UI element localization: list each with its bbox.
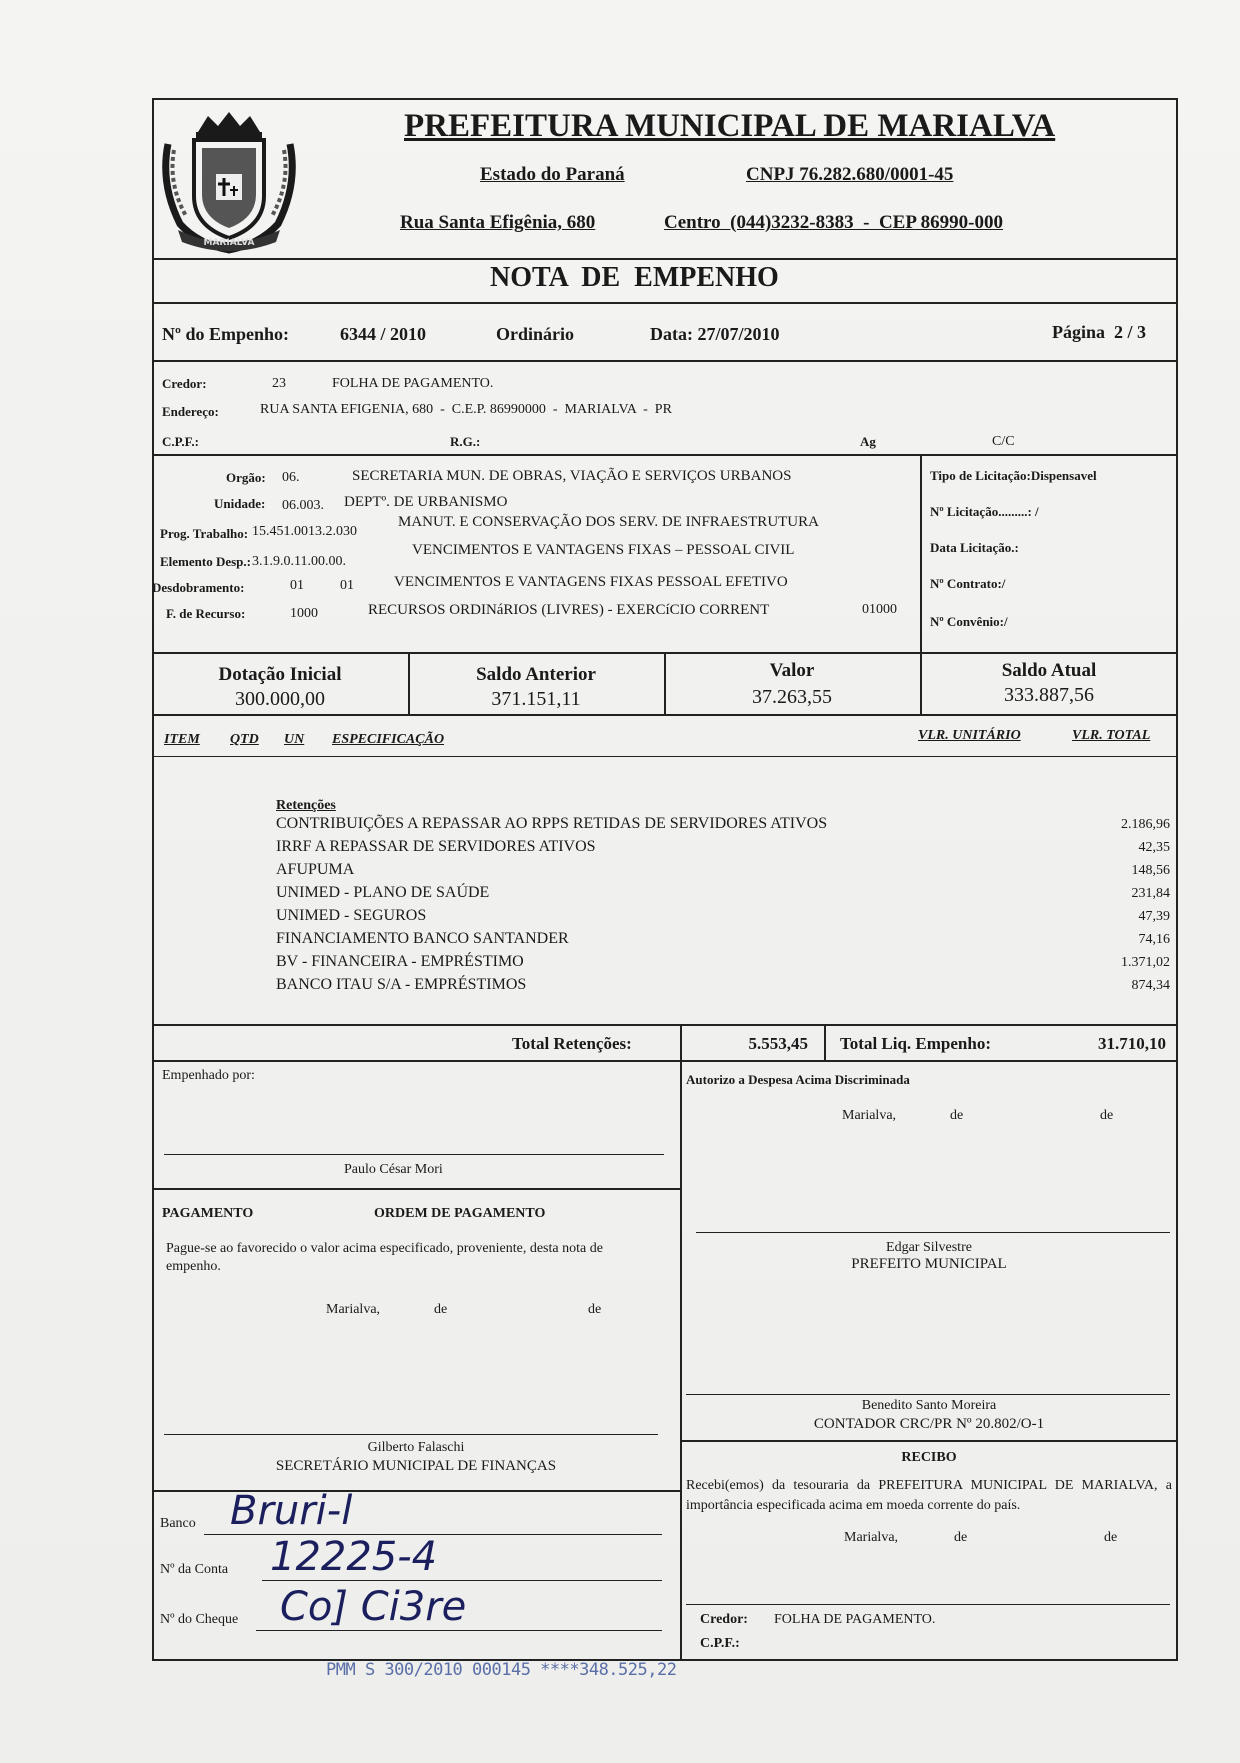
unidade-desc: DEPTº. DE URBANISMO bbox=[344, 494, 508, 510]
endereco-value: RUA SANTA EFIGENIA, 680 - C.E.P. 86990000 - MARIALVA - PR bbox=[260, 402, 672, 417]
contador-title: CONTADOR CRC/PR Nº 20.802/O-1 bbox=[813, 1416, 1045, 1432]
retencao-valor: 42,35 bbox=[1138, 840, 1170, 855]
elemento-label: Elemento Desp.: bbox=[160, 554, 251, 569]
valor-value: 37.263,55 bbox=[752, 686, 832, 708]
banco-label: Banco bbox=[160, 1516, 196, 1531]
col-item: ITEM bbox=[164, 732, 200, 747]
prog-trabalho-code: 15.451.0013.2.030 bbox=[252, 524, 357, 539]
desdobramento-b: 01 bbox=[340, 578, 354, 593]
recibo-local: Marialva, bbox=[844, 1530, 899, 1545]
endereco-label: Endereço: bbox=[162, 404, 219, 419]
prefeito-name: Edgar Silvestre bbox=[886, 1240, 972, 1255]
saldo-atual-value: 333.887,56 bbox=[1004, 684, 1094, 706]
retencao-desc: BANCO ITAU S/A - EMPRÉSTIMOS bbox=[276, 976, 527, 993]
prog-trabalho-desc: MANUT. E CONSERVAÇÃO DOS SERV. DE INFRAESTRUTURA bbox=[398, 514, 819, 530]
recibo-title: RECIBO bbox=[901, 1450, 957, 1465]
recibo-de-2: de bbox=[1104, 1530, 1118, 1545]
retencao-valor: 74,16 bbox=[1138, 932, 1170, 947]
credor-name: FOLHA DE PAGAMENTO. bbox=[332, 376, 494, 391]
col-especificacao: ESPECIFICAÇÃO bbox=[332, 732, 445, 747]
retencao-desc: FINANCIAMENTO BANCO SANTANDER bbox=[276, 930, 569, 947]
municipal-crest-logo bbox=[158, 104, 300, 256]
document-title: NOTA DE EMPENHO bbox=[490, 262, 779, 293]
data-licitacao: Data Licitação.: bbox=[930, 540, 1019, 555]
prog-trabalho-label: Prog. Trabalho: bbox=[160, 526, 249, 541]
cpf-label: C.P.F.: bbox=[162, 434, 199, 449]
recibo-cpf-label: C.P.F.: bbox=[700, 1636, 740, 1651]
contador-name: Benedito Santo Moreira bbox=[861, 1398, 997, 1413]
empenho-number: 6344 / 2010 bbox=[340, 324, 427, 344]
elemento-code: 3.1.9.0.11.00.00. bbox=[252, 554, 346, 569]
saldo-atual-label: Saldo Atual bbox=[1001, 660, 1097, 681]
retencao-valor: 47,39 bbox=[1138, 909, 1170, 924]
state-label: Estado do Paraná bbox=[480, 164, 625, 185]
unidade-label: Unidade: bbox=[214, 496, 266, 511]
recibo-credor-label: Credor: bbox=[700, 1612, 748, 1627]
ag-label: Ag bbox=[860, 434, 876, 449]
cheque-handwritten: Co] Ci3re bbox=[280, 1584, 467, 1630]
col-qtd: QTD bbox=[230, 732, 259, 747]
empenho-number-label: Nº do Empenho: bbox=[162, 324, 289, 344]
total-retencoes-value: 5.553,45 bbox=[748, 1034, 808, 1053]
cheque-label: Nº do Cheque bbox=[160, 1612, 239, 1627]
retencoes-title: Retenções bbox=[276, 798, 336, 813]
rg-label: R.G.: bbox=[450, 434, 481, 449]
retencao-desc: BV - FINANCEIRA - EMPRÉSTIMO bbox=[276, 953, 524, 970]
col-vlr-total: VLR. TOTAL bbox=[1072, 728, 1151, 743]
credor-label: Credor: bbox=[162, 376, 207, 391]
empenho-type: Ordinário bbox=[496, 324, 575, 344]
pagamento-de-1: de bbox=[434, 1302, 448, 1317]
conta-handwritten: 12225-4 bbox=[270, 1534, 438, 1580]
autorizo-local: Marialva, bbox=[842, 1108, 897, 1123]
prefeitura-title: PREFEITURA MUNICIPAL DE MARIALVA bbox=[404, 108, 1056, 144]
total-liq-empenho-label: Total Liq. Empenho: bbox=[840, 1034, 991, 1053]
desdobramento-a: 01 bbox=[290, 578, 304, 593]
pagamento-local: Marialva, bbox=[326, 1302, 381, 1317]
secretario-title: SECRETÁRIO MUNICIPAL DE FINANÇAS bbox=[275, 1458, 557, 1474]
retencao-desc: UNIMED - PLANO DE SAÚDE bbox=[276, 884, 490, 901]
recurso-desc: RECURSOS ORDINáRIOS (LIVRES) - EXERCíCIO CORRENT bbox=[368, 602, 770, 618]
cc-label: C/C bbox=[992, 434, 1015, 449]
retencao-valor: 1.371,02 bbox=[1121, 955, 1170, 970]
recibo-de-1: de bbox=[954, 1530, 968, 1545]
saldo-anterior-label: Saldo Anterior bbox=[476, 664, 596, 685]
elemento-desc: VENCIMENTOS E VANTAGENS FIXAS – PESSOAL CIVIL bbox=[412, 542, 795, 558]
ordem-pagamento-label: ORDEM DE PAGAMENTO bbox=[374, 1206, 546, 1221]
numero-convenio: Nº Convênio:/ bbox=[930, 614, 1008, 629]
dotacao-inicial-label: Dotação Inicial bbox=[218, 664, 342, 685]
empenho-date: Data: 27/07/2010 bbox=[650, 324, 780, 344]
saldo-anterior-value: 371.151,11 bbox=[491, 688, 581, 710]
pague-se-text: Pague-se ao favorecido o valor acima especificado, proveniente, desta nota de empenho. bbox=[166, 1241, 603, 1274]
cnpj-label: CNPJ 76.282.680/0001-45 bbox=[746, 164, 954, 185]
recibo-credor-name: FOLHA DE PAGAMENTO. bbox=[774, 1612, 936, 1627]
svg-text:MARIALVA: MARIALVA bbox=[203, 238, 255, 248]
total-retencoes-label: Total Retenções: bbox=[512, 1034, 632, 1053]
page-number: Página 2 / 3 bbox=[1052, 322, 1147, 342]
address-street: Rua Santa Efigênia, 680 bbox=[400, 212, 596, 233]
recurso-label: F. de Recurso: bbox=[166, 606, 246, 621]
retencao-valor: 231,84 bbox=[1131, 886, 1170, 901]
retencao-valor: 148,56 bbox=[1131, 863, 1170, 878]
credor-code: 23 bbox=[272, 376, 286, 391]
secretario-name: Gilberto Falaschi bbox=[367, 1440, 465, 1455]
total-liq-empenho-value: 31.710,10 bbox=[1098, 1034, 1166, 1053]
conta-label: Nº da Conta bbox=[160, 1562, 229, 1577]
prefeito-title: PREFEITO MUNICIPAL bbox=[851, 1256, 1007, 1272]
orgao-desc: SECRETARIA MUN. DE OBRAS, VIAÇÃO E SERVIÇOS URBANOS bbox=[352, 468, 792, 484]
retencao-valor: 2.186,96 bbox=[1121, 817, 1170, 832]
col-vlr-unitario: VLR. UNITÁRIO bbox=[918, 728, 1021, 743]
dotacao-inicial-value: 300.000,00 bbox=[235, 688, 325, 710]
pagamento-label: PAGAMENTO bbox=[162, 1206, 254, 1221]
col-un: UN bbox=[284, 732, 305, 747]
retencao-desc: IRRF A REPASSAR DE SERVIDORES ATIVOS bbox=[276, 838, 596, 855]
retencao-valor: 874,34 bbox=[1131, 978, 1170, 993]
desdobramento-desc: VENCIMENTOS E VANTAGENS FIXAS PESSOAL EFETIVO bbox=[394, 574, 788, 590]
autorizo-de-2: de bbox=[1100, 1108, 1114, 1123]
autorizo-text: Autorizo a Despesa Acima Discriminada bbox=[686, 1072, 910, 1087]
empenhado-por-name: Paulo César Mori bbox=[344, 1162, 443, 1177]
recurso-code: 1000 bbox=[290, 606, 318, 621]
retencao-desc: AFUPUMA bbox=[276, 861, 355, 878]
address-rest: Centro (044)3232-8383 - CEP 86990-000 bbox=[664, 212, 1003, 233]
valor-label: Valor bbox=[769, 660, 815, 681]
retencao-desc: CONTRIBUIÇÕES A REPASSAR AO RPPS RETIDAS DE SERVIDORES ATIVOS bbox=[276, 815, 828, 832]
pagamento-de-2: de bbox=[588, 1302, 602, 1317]
empenhado-por-label: Empenhado por: bbox=[162, 1068, 255, 1083]
numero-contrato: Nº Contrato:/ bbox=[930, 576, 1006, 591]
unidade-code: 06.003. bbox=[282, 498, 324, 513]
autorizo-de-1: de bbox=[950, 1108, 964, 1123]
numero-licitacao: Nº Licitação.........: / bbox=[930, 504, 1039, 519]
orgao-code: 06. bbox=[282, 470, 300, 485]
banco-handwritten: Bruri-l bbox=[230, 1488, 353, 1534]
desdobramento-label: Desdobramento: bbox=[152, 580, 245, 595]
recurso-code-2: 01000 bbox=[862, 602, 897, 617]
recibo-text: Recebi(emos) da tesouraria da PREFEITURA MUNICIPAL DE MARIALVA, a importância especificada acima em moeda corrente do país. bbox=[686, 1478, 1172, 1513]
tipo-licitacao: Tipo de Licitação:Dispensavel bbox=[930, 468, 1097, 483]
machine-stamp: PMM S 300/2010 000145 ****348.525,22 bbox=[326, 1660, 677, 1680]
orgao-label: Orgão: bbox=[226, 470, 266, 485]
retencao-desc: UNIMED - SEGUROS bbox=[276, 907, 427, 924]
